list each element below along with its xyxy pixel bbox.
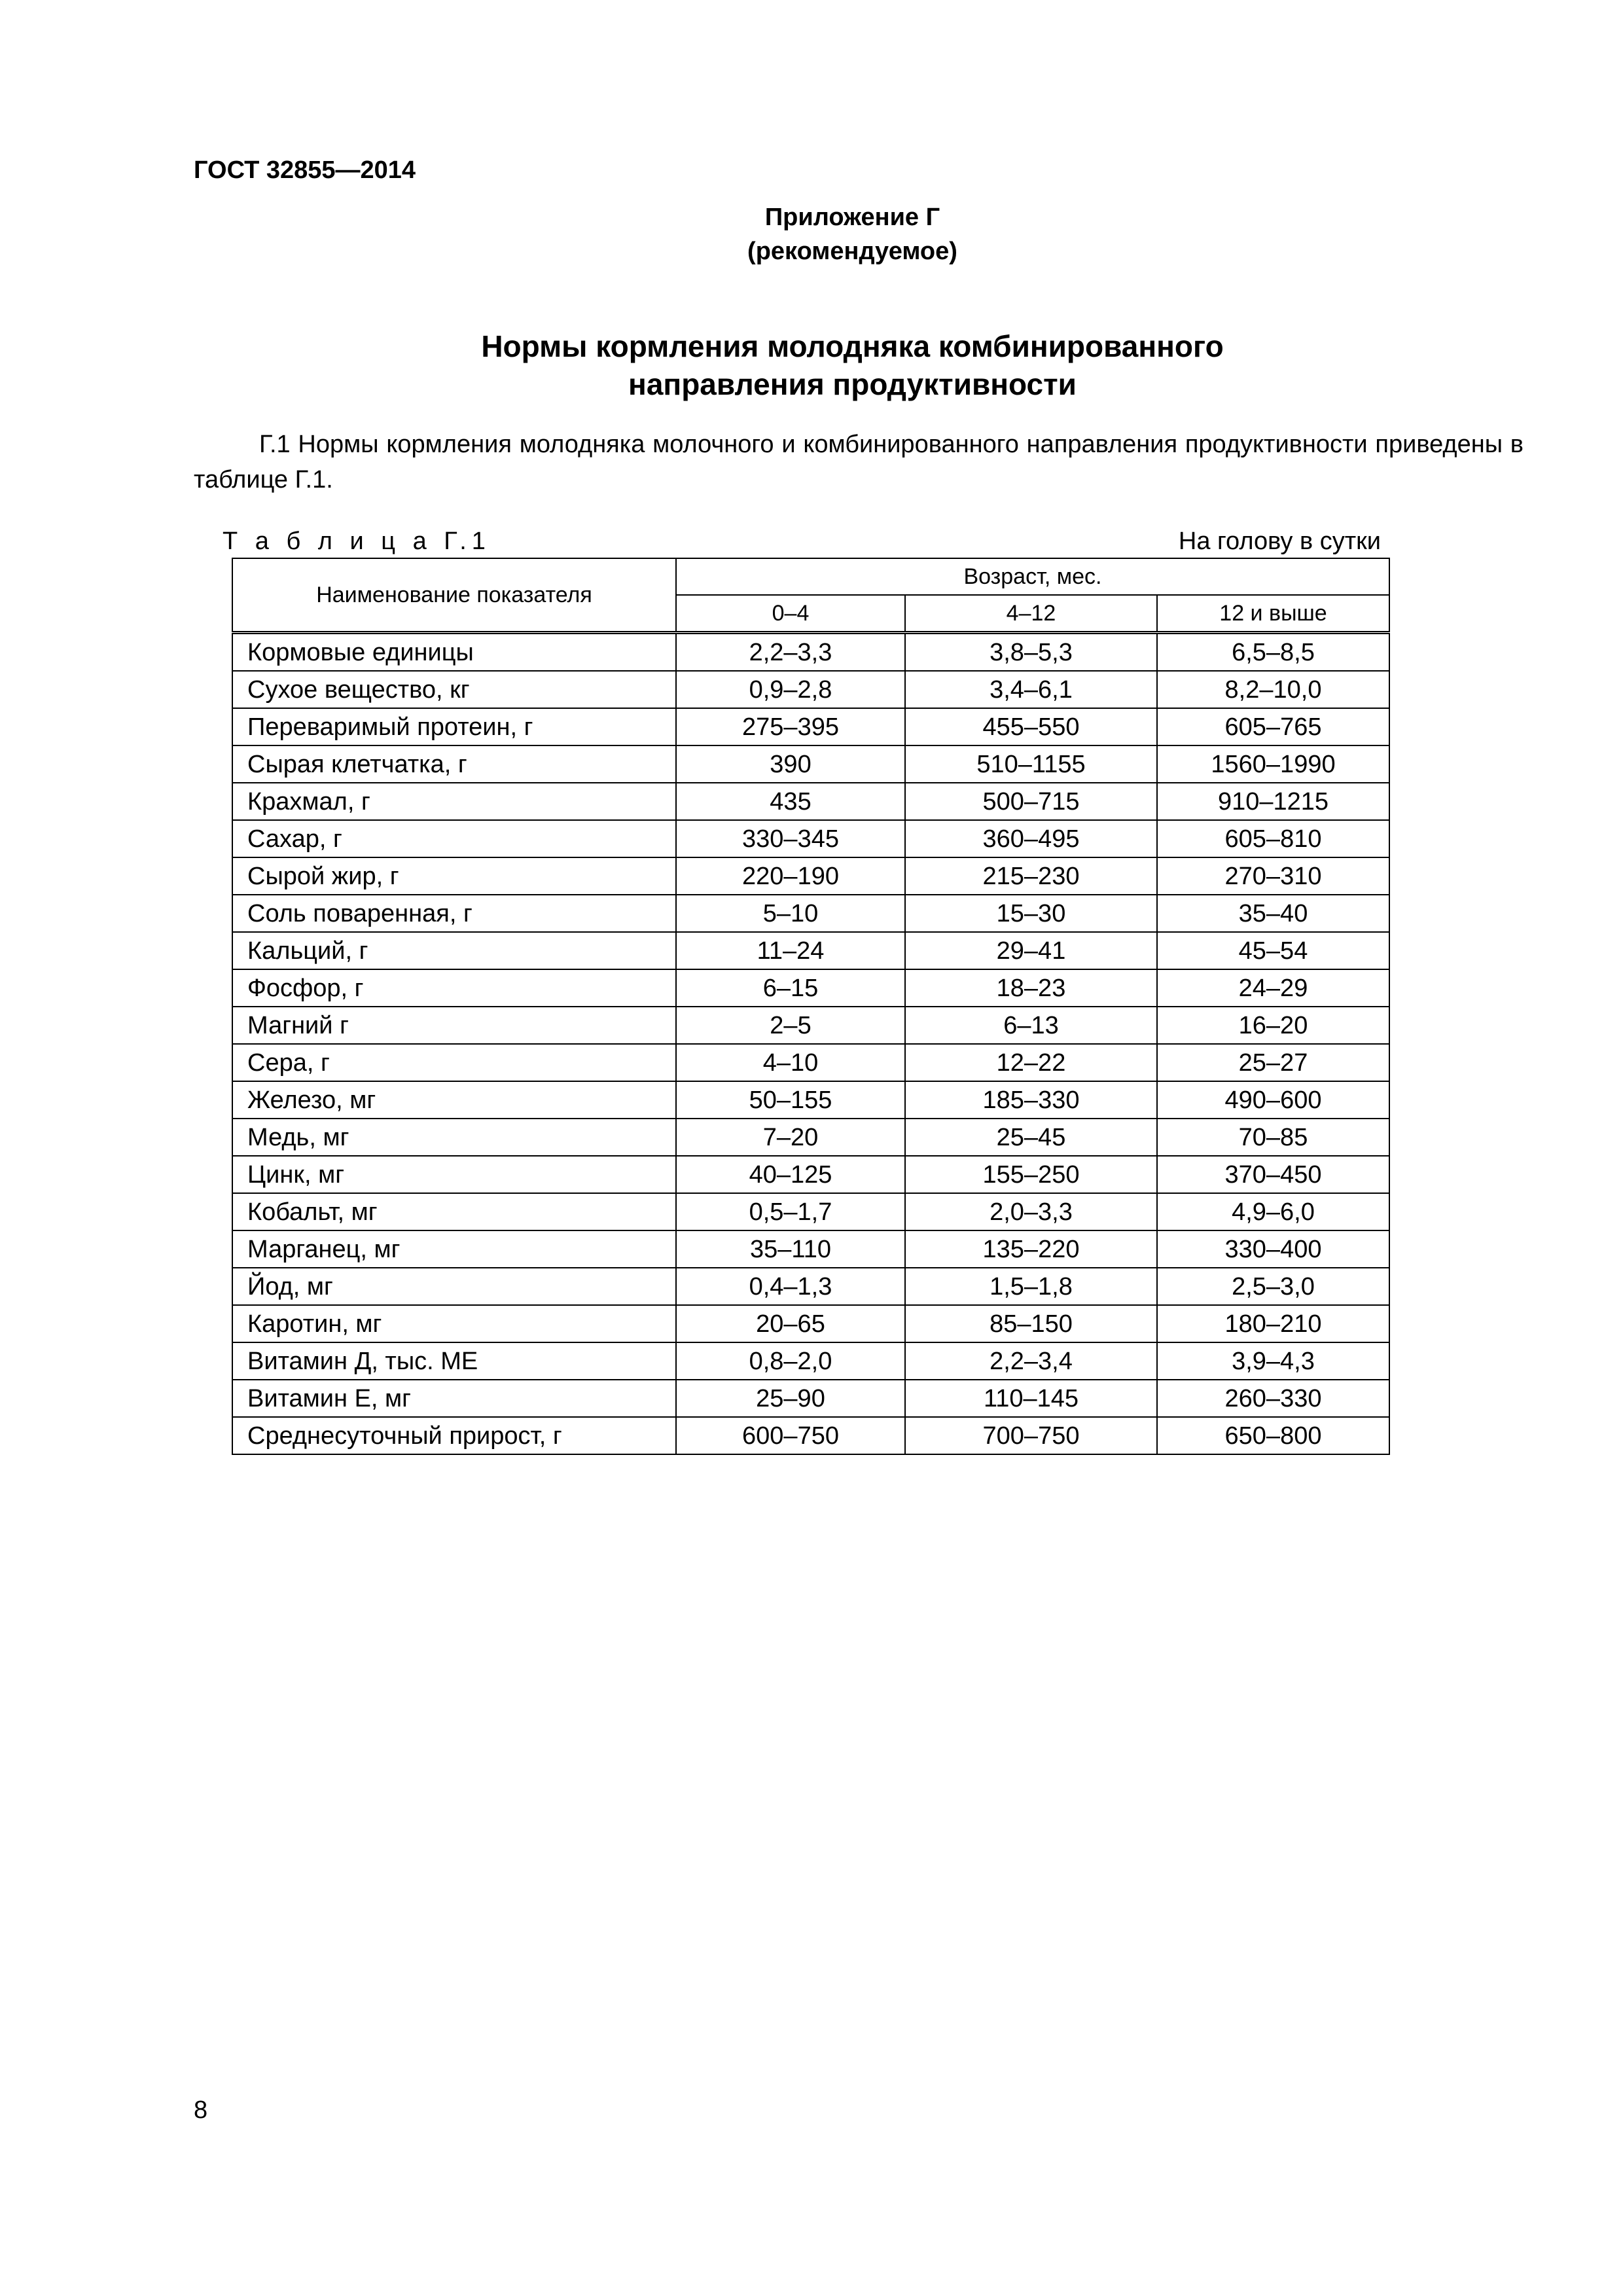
table-row: [232, 708, 1389, 745]
table-row: [232, 1081, 1389, 1119]
indicator-value: 510–1155: [905, 745, 1157, 783]
indicator-value: 5–10: [676, 895, 905, 932]
indicator-name: Крахмал, г: [232, 783, 676, 820]
indicator-value: 260–330: [1157, 1380, 1389, 1417]
indicator-value: 40–125: [676, 1156, 905, 1193]
indicator-name: Витамин Д, тыс. МЕ: [232, 1342, 676, 1380]
header-age-group: Возраст, мес.: [676, 558, 1389, 595]
indicator-name: Сырой жир, г: [232, 857, 676, 895]
indicator-value: 360–495: [905, 820, 1157, 857]
table-row: [232, 783, 1389, 820]
table-row: [232, 1007, 1389, 1044]
header-indicator-name: Наименование показателя: [232, 558, 676, 633]
page-number: 8: [194, 2096, 208, 2124]
table-header-row: [232, 558, 1389, 595]
indicator-value: 20–65: [676, 1305, 905, 1342]
indicator-name: Фосфор, г: [232, 969, 676, 1007]
indicator-value: 4–10: [676, 1044, 905, 1081]
feeding-norms-table: [232, 558, 1390, 1455]
table-row: [232, 820, 1389, 857]
indicator-value: 490–600: [1157, 1081, 1389, 1119]
document-title-line2: направления продуктивности: [628, 367, 1077, 401]
indicator-value: 24–29: [1157, 969, 1389, 1007]
table-row: [232, 1417, 1389, 1454]
table-row: [232, 857, 1389, 895]
indicator-value: 455–550: [905, 708, 1157, 745]
indicator-value: 2,0–3,3: [905, 1193, 1157, 1230]
indicator-name: Каротин, мг: [232, 1305, 676, 1342]
indicator-value: 50–155: [676, 1081, 905, 1119]
indicator-value: 7–20: [676, 1119, 905, 1156]
table-caption-label: Т а б л и ц а Г.1: [223, 528, 491, 555]
indicator-name: Йод, мг: [232, 1268, 676, 1305]
indicator-value: 0,5–1,7: [676, 1193, 905, 1230]
indicator-value: 155–250: [905, 1156, 1157, 1193]
indicator-value: 45–54: [1157, 932, 1389, 969]
indicator-value: 4,9–6,0: [1157, 1193, 1389, 1230]
indicator-value: 180–210: [1157, 1305, 1389, 1342]
indicator-name: Железо, мг: [232, 1081, 676, 1119]
indicator-value: 135–220: [905, 1230, 1157, 1268]
indicator-value: 0,8–2,0: [676, 1342, 905, 1380]
indicator-name: Кобальт, мг: [232, 1193, 676, 1230]
indicator-value: 35–40: [1157, 895, 1389, 932]
indicator-value: 11–24: [676, 932, 905, 969]
table-body: [232, 633, 1389, 1455]
indicator-value: 220–190: [676, 857, 905, 895]
table-row: [232, 1044, 1389, 1081]
indicator-value: 35–110: [676, 1230, 905, 1268]
indicator-value: 390: [676, 745, 905, 783]
indicator-name: Сера, г: [232, 1044, 676, 1081]
table-row: [232, 745, 1389, 783]
indicator-value: 6,5–8,5: [1157, 633, 1389, 672]
indicator-value: 500–715: [905, 783, 1157, 820]
indicator-value: 600–750: [676, 1417, 905, 1454]
indicator-value: 6–15: [676, 969, 905, 1007]
indicator-value: 700–750: [905, 1417, 1157, 1454]
table-row: [232, 671, 1389, 708]
indicator-value: 8,2–10,0: [1157, 671, 1389, 708]
indicator-value: 650–800: [1157, 1417, 1389, 1454]
indicator-value: 110–145: [905, 1380, 1157, 1417]
indicator-value: 25–90: [676, 1380, 905, 1417]
indicator-value: 25–45: [905, 1119, 1157, 1156]
appendix-heading: [0, 200, 1623, 268]
indicator-value: 29–41: [905, 932, 1157, 969]
indicator-name: Магний г: [232, 1007, 676, 1044]
header-age-4-12: 4–12: [905, 595, 1157, 633]
indicator-value: 0,4–1,3: [676, 1268, 905, 1305]
table-caption-unit: На голову в сутки: [1178, 528, 1381, 555]
indicator-value: 1,5–1,8: [905, 1268, 1157, 1305]
indicator-value: 2,5–3,0: [1157, 1268, 1389, 1305]
indicator-value: 330–400: [1157, 1230, 1389, 1268]
indicator-value: 2–5: [676, 1007, 905, 1044]
indicator-name: Среднесуточный прирост, г: [232, 1417, 676, 1454]
indicator-value: 12–22: [905, 1044, 1157, 1081]
table-row: [232, 1230, 1389, 1268]
table-row: [232, 1193, 1389, 1230]
indicator-value: 275–395: [676, 708, 905, 745]
standard-number: ГОСТ 32855—2014: [194, 156, 416, 184]
indicator-value: 16–20: [1157, 1007, 1389, 1044]
indicator-value: 6–13: [905, 1007, 1157, 1044]
indicator-name: Цинк, мг: [232, 1156, 676, 1193]
table-row: [232, 895, 1389, 932]
indicator-name: Переваримый протеин, г: [232, 708, 676, 745]
table-row: [232, 1305, 1389, 1342]
indicator-value: 25–27: [1157, 1044, 1389, 1081]
indicator-name: Сахар, г: [232, 820, 676, 857]
document-title: [0, 327, 1623, 403]
header-age-0-4: 0–4: [676, 595, 905, 633]
document-title-line1: Нормы кормления молодняка комбинированного: [481, 329, 1224, 363]
indicator-value: 270–310: [1157, 857, 1389, 895]
indicator-value: 370–450: [1157, 1156, 1389, 1193]
indicator-value: 3,9–4,3: [1157, 1342, 1389, 1380]
header-age-12-plus: 12 и выше: [1157, 595, 1389, 633]
table-row: [232, 1119, 1389, 1156]
table-row: [232, 1342, 1389, 1380]
indicator-value: 910–1215: [1157, 783, 1389, 820]
table-row: [232, 1380, 1389, 1417]
indicator-value: 2,2–3,3: [676, 633, 905, 672]
indicator-value: 215–230: [905, 857, 1157, 895]
appendix-title: Приложение Г: [764, 204, 940, 231]
table-row: [232, 969, 1389, 1007]
indicator-name: Сухое вещество, кг: [232, 671, 676, 708]
indicator-value: 85–150: [905, 1305, 1157, 1342]
indicator-name: Кальций, г: [232, 932, 676, 969]
indicator-value: 0,9–2,8: [676, 671, 905, 708]
indicator-value: 3,4–6,1: [905, 671, 1157, 708]
indicator-value: 3,8–5,3: [905, 633, 1157, 672]
indicator-name: Кормовые единицы: [232, 633, 676, 672]
indicator-value: 435: [676, 783, 905, 820]
table-row: [232, 1156, 1389, 1193]
indicator-value: 70–85: [1157, 1119, 1389, 1156]
indicator-value: 18–23: [905, 969, 1157, 1007]
indicator-name: Медь, мг: [232, 1119, 676, 1156]
indicator-value: 605–765: [1157, 708, 1389, 745]
indicator-value: 185–330: [905, 1081, 1157, 1119]
indicator-name: Витамин Е, мг: [232, 1380, 676, 1417]
table-row: [232, 932, 1389, 969]
indicator-name: Марганец, мг: [232, 1230, 676, 1268]
indicator-value: 330–345: [676, 820, 905, 857]
indicator-value: 1560–1990: [1157, 745, 1389, 783]
indicator-value: 15–30: [905, 895, 1157, 932]
table-row: [232, 633, 1389, 672]
appendix-status: (рекомендуемое): [747, 238, 957, 265]
table-row: [232, 1268, 1389, 1305]
indicator-name: Сырая клетчатка, г: [232, 745, 676, 783]
indicator-value: 2,2–3,4: [905, 1342, 1157, 1380]
indicator-name: Соль поваренная, г: [232, 895, 676, 932]
intro-paragraph: Г.1 Нормы кормления молодняка молочного и комбинированного направления продуктивности приведены в таблице Г.1.: [194, 431, 1524, 493]
indicator-value: 605–810: [1157, 820, 1389, 857]
